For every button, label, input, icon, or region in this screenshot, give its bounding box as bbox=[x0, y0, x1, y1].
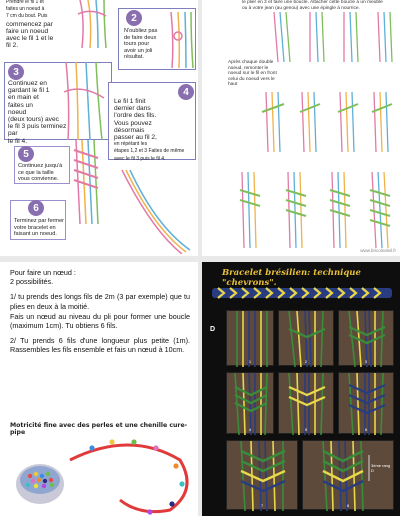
step4-text: Le fil 1 finit dernier dans l'ordre des fils. Vous pouvez désormais passer au fil 2, en répétant les étapes 1,2 et 3 Faites de même avec le fil 3 puis le fil 4. bbox=[114, 98, 185, 162]
step1-illustration bbox=[70, 0, 115, 50]
intro-text: le plier en 2 et faire une boucle. Attacher cette boucle à un meuble ou à votre jean (au genou) avec une épingle à nourrice. bbox=[242, 0, 383, 11]
chevron-panel bbox=[202, 262, 400, 516]
step-cell-7: 7 bbox=[226, 440, 298, 510]
motricite-title: Motricité fine avec des perles et une chenille cure-pipe bbox=[10, 422, 188, 436]
measure-label: 3ème rang D bbox=[371, 463, 391, 473]
step5-illustration bbox=[62, 140, 112, 224]
step-cell-6: 6 bbox=[338, 372, 394, 434]
instructions-text bbox=[10, 268, 190, 361]
step2-illustration bbox=[166, 12, 196, 68]
step3-text: Continuez en gardant le fil 1 en main et faites un noeud (deux tours) avec le fil 3 puis terminez par le fil 4. bbox=[8, 80, 67, 145]
finished-bracelet-illustration bbox=[112, 170, 192, 254]
tutorial-panel bbox=[0, 0, 198, 256]
step-cell-4: 4 bbox=[226, 372, 274, 434]
step5-text: Continuez jusqu'à ce que la taille vous convienne. bbox=[18, 163, 63, 183]
note-text: Après chaque double noeud, remonter le noeud sur le fil en front celui du noeud vers le haut bbox=[228, 60, 277, 88]
watermark: www.bricolsoleil.fr bbox=[360, 248, 396, 253]
step1-text: Prendre le fil 1 et faites un noeud à 7 cm du bout. Puis commencez par faire un noeud avec le fil 1 et le fil 2. bbox=[6, 0, 54, 50]
step2-badge: 2 bbox=[126, 10, 142, 26]
step-cell-1: 1 bbox=[226, 310, 274, 366]
instructions-panel bbox=[0, 262, 198, 414]
step-cell-3: 3 bbox=[338, 310, 394, 366]
chevron-title: Bracelet brésilien: technique "chevrons". bbox=[222, 268, 361, 288]
step2-text: N'oubliez pas de faire deux tours pour avoir un joli résultat. bbox=[124, 28, 158, 61]
thread-diagrams bbox=[202, 12, 400, 250]
steps-illustration-panel bbox=[202, 0, 400, 256]
chevron-bracelet bbox=[212, 286, 392, 300]
step5-badge: 5 bbox=[18, 146, 34, 162]
step6-text: Terminez par fermer votre bracelet en faisant un noeud. bbox=[14, 218, 65, 238]
label-d: D bbox=[210, 326, 216, 333]
step3-badge: 3 bbox=[8, 64, 24, 80]
step4-badge: 4 bbox=[178, 84, 194, 100]
instr-para-4: 2/ Tu prends 6 fils d'une longueur plus petite (1m). Rassembles les fils ensemble et fais un nœud à 10cm. bbox=[10, 336, 190, 355]
step-cell-2: 2 bbox=[278, 310, 334, 366]
instr-para-3: Fais un nœud au niveau du pli pour former une boucle (maximum 1cm). Tu obtiens 6 fils. bbox=[10, 311, 190, 331]
instr-line-1a: Pour faire un nœud : bbox=[10, 268, 76, 277]
instr-line-1b: 2 possibilités. bbox=[10, 277, 54, 287]
step6-badge: 6 bbox=[28, 200, 44, 216]
motricite-panel bbox=[0, 416, 198, 516]
step-cell-5: 5 bbox=[278, 372, 334, 434]
beads-photo bbox=[0, 430, 198, 516]
step-cell-8: 3ème rang D 8 bbox=[302, 440, 394, 510]
instr-para-2: 1/ tu prends des longs fils de 2m (3 par exemple) que tu plies en deux à la moitié. bbox=[10, 292, 190, 311]
